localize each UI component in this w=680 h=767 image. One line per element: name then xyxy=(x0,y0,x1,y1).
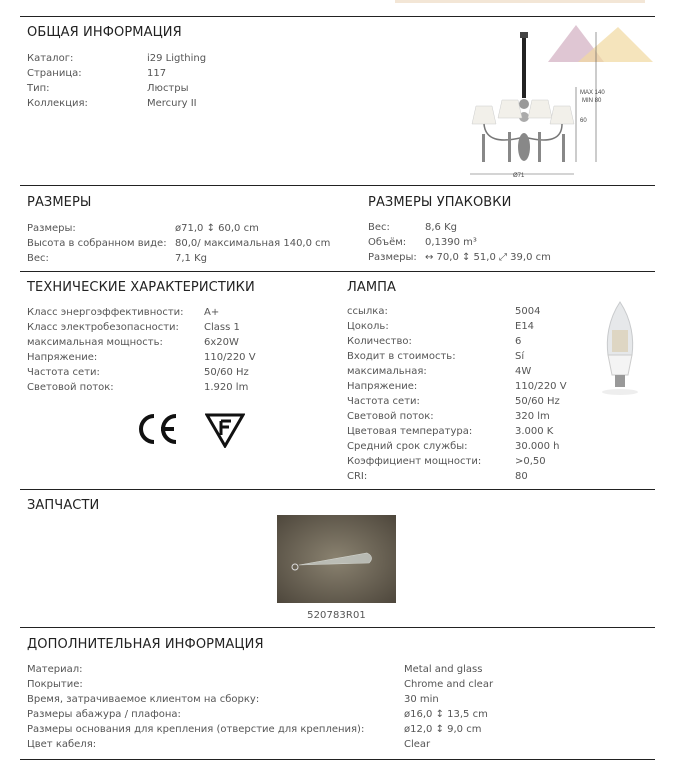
chandelier-diagram-image xyxy=(468,22,658,182)
item-value: Chrome and clear xyxy=(404,679,494,690)
item-label: Вес: xyxy=(27,253,49,264)
item-value: 50/60 Hz xyxy=(204,367,249,378)
divider xyxy=(20,627,655,628)
item-value: >0,50 xyxy=(515,456,546,467)
item-label: Класс электробезопасности: xyxy=(27,322,179,333)
section-title-general: ОБЩАЯ ИНФОРМАЦИЯ xyxy=(27,25,182,40)
item-label: Коллекция: xyxy=(27,98,88,109)
item-label: Частота сети: xyxy=(27,367,100,378)
item-value: Люстры xyxy=(147,83,189,94)
item-value: A+ xyxy=(204,307,220,318)
item-label: ссылка: xyxy=(347,306,388,317)
item-value: 1.920 lm xyxy=(204,382,249,393)
spare-part-image[interactable] xyxy=(277,515,396,603)
item-value: 320 lm xyxy=(515,411,550,422)
item-value: 3.000 K xyxy=(515,426,554,437)
item-value: 50/60 Hz xyxy=(515,396,560,407)
item-label: Количество: xyxy=(347,336,412,347)
item-value: 80,0/ максимальная 140,0 cm xyxy=(175,238,331,249)
item-label: максимальная: xyxy=(347,366,427,377)
divider xyxy=(20,271,655,272)
section-title-spare-parts: ЗАПЧАСТИ xyxy=(27,498,100,513)
item-label: Каталог: xyxy=(27,53,74,64)
item-label: Цветовая температура: xyxy=(347,426,473,437)
section-title-additional: ДОПОЛНИТЕЛЬНАЯ ИНФОРМАЦИЯ xyxy=(27,637,264,652)
divider xyxy=(20,16,655,17)
top-accent-bar xyxy=(395,0,645,3)
item-value: ↔ 70,0 ↕ 51,0 ⤢ 39,0 cm xyxy=(425,252,551,263)
section-title-dimensions: РАЗМЕРЫ xyxy=(27,195,92,210)
item-value: i29 Ligthing xyxy=(147,53,207,64)
item-value: 30.000 h xyxy=(515,441,560,452)
item-label: Световой поток: xyxy=(27,382,114,393)
item-value: 5004 xyxy=(515,306,541,317)
item-value: 80 xyxy=(515,471,528,482)
item-label: Средний срок службы: xyxy=(347,441,468,452)
item-value: Metal and glass xyxy=(404,664,483,675)
section-title-packaging: РАЗМЕРЫ УПАКОВКИ xyxy=(368,195,512,210)
item-label: Размеры: xyxy=(27,223,76,234)
item-label: Напряжение: xyxy=(27,352,98,363)
item-label: Тип: xyxy=(27,83,50,94)
divider xyxy=(20,489,655,490)
item-label: Размеры основания для крепления (отверстие для крепления): xyxy=(27,724,365,735)
bulb-image xyxy=(598,300,642,396)
section-title-technical: ТЕХНИЧЕСКИЕ ХАРАКТЕРИСТИКИ xyxy=(27,280,255,295)
item-label: Цоколь: xyxy=(347,321,389,332)
item-value: E14 xyxy=(515,321,535,332)
svg-text:MIN 80: MIN 80 xyxy=(582,98,602,104)
section-title-lamp: ЛАМПА xyxy=(347,280,397,295)
item-label: Частота сети: xyxy=(347,396,420,407)
item-label: Класс энергоэффективности: xyxy=(27,307,184,318)
item-value: 110/220 V xyxy=(515,381,567,392)
item-value: ø12,0 ↕ 9,0 cm xyxy=(404,724,482,735)
item-label: Материал: xyxy=(27,664,83,675)
item-label: максимальная мощность: xyxy=(27,337,163,348)
svg-text:Ø71: Ø71 xyxy=(513,173,525,179)
item-value: 0,1390 m³ xyxy=(425,237,477,248)
item-label: Размеры: xyxy=(368,252,417,263)
ce-mark-icon xyxy=(134,412,180,446)
item-label: Входит в стоимость: xyxy=(347,351,456,362)
item-label: Высота в собранном виде: xyxy=(27,238,167,249)
item-label: Покрытие: xyxy=(27,679,83,690)
item-label: Световой поток: xyxy=(347,411,434,422)
item-label: Страница: xyxy=(27,68,82,79)
item-value: ø16,0 ↕ 13,5 cm xyxy=(404,709,488,720)
item-label: CRI: xyxy=(347,471,368,482)
item-value: ø71,0 ↕ 60,0 cm xyxy=(175,223,259,234)
item-value: Sí xyxy=(515,351,525,362)
item-label: Напряжение: xyxy=(347,381,418,392)
item-label: Коэффициент мощности: xyxy=(347,456,482,467)
f-mark-icon xyxy=(205,412,245,448)
item-label: Объём: xyxy=(368,237,407,248)
item-label: Вес: xyxy=(368,222,390,233)
svg-text:60: 60 xyxy=(580,118,587,124)
item-value: Clear xyxy=(404,739,431,750)
divider xyxy=(20,185,655,186)
svg-text:MAX 140: MAX 140 xyxy=(580,90,605,96)
item-label: Размеры абажура / плафона: xyxy=(27,709,181,720)
item-value: 8,6 Kg xyxy=(425,222,457,233)
divider xyxy=(20,759,655,760)
item-label: Цвет кабеля: xyxy=(27,739,97,750)
item-value: Mercury II xyxy=(147,98,197,109)
item-value: 7,1 Kg xyxy=(175,253,207,264)
item-value: 30 min xyxy=(404,694,439,705)
spare-part-code: 520783R01 xyxy=(307,610,366,621)
item-value: 6x20W xyxy=(204,337,239,348)
item-value: 6 xyxy=(515,336,522,347)
item-value: 4W xyxy=(515,366,532,377)
item-value: 110/220 V xyxy=(204,352,256,363)
item-value: 117 xyxy=(147,68,167,79)
item-label: Время, затрачиваемое клиентом на сборку: xyxy=(27,694,260,705)
item-value: Class 1 xyxy=(204,322,240,333)
